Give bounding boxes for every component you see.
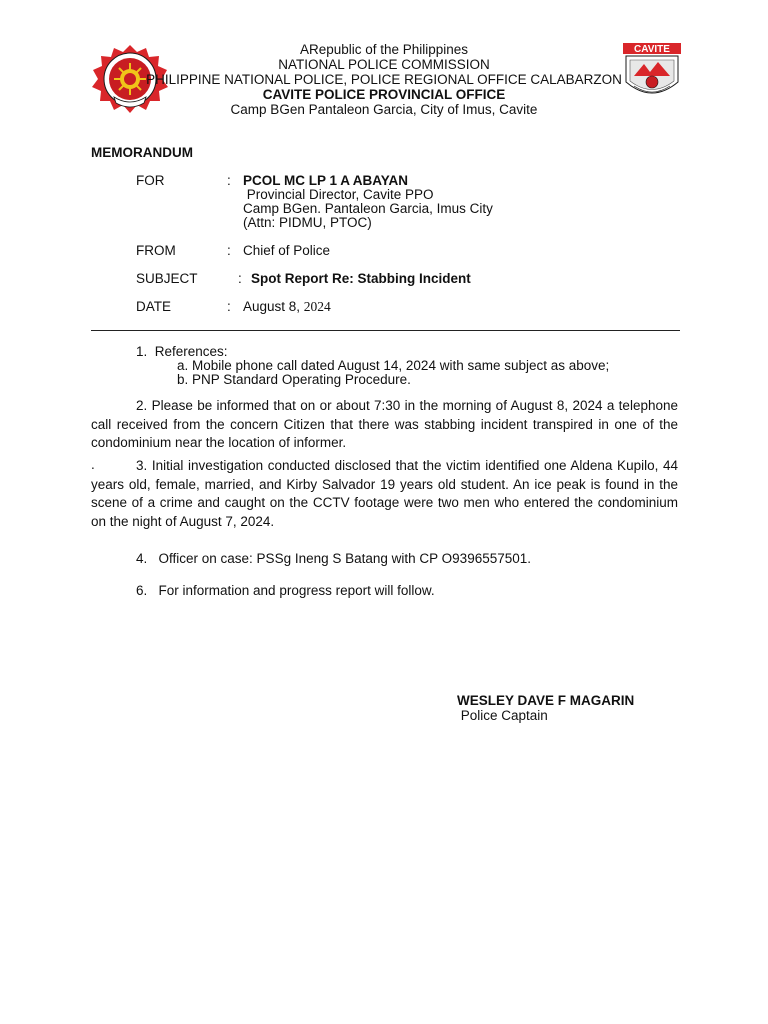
signatory-name: WESLEY DAVE F MAGARIN bbox=[457, 693, 635, 708]
from-separator: : bbox=[227, 243, 231, 258]
from-value: Chief of Police bbox=[243, 243, 331, 258]
date-value bbox=[243, 299, 331, 315]
signatory-rank: Police Captain bbox=[457, 708, 548, 723]
date-year: 2024 bbox=[303, 299, 331, 314]
item-6-closing: 6. For information and progress report will follow. bbox=[136, 583, 435, 598]
svg-text:CAVITE: CAVITE bbox=[634, 44, 670, 55]
reference-a: a. Mobile phone call dated August 14, 2024 with same subject as above; bbox=[177, 358, 610, 373]
subject-separator: : bbox=[238, 271, 242, 286]
header-address: Camp BGen Pantaleon Garcia, City of Imus, Cavite bbox=[230, 102, 538, 117]
reference-b: b. PNP Standard Operating Procedure. bbox=[177, 372, 411, 387]
memo-title: MEMORANDUM bbox=[91, 145, 193, 160]
paragraph-2: 2. Please be informed that on or about 7:30 in the morning of August 8, 2024 a telephone call received from the concern Citizen that there was stabbing incident transpired in one of the condominium near the location of informer. bbox=[91, 398, 678, 451]
header-office: CAVITE POLICE PROVINCIAL OFFICE bbox=[262, 87, 506, 102]
date-month-day: August 8, bbox=[243, 299, 304, 314]
paragraph-3: 3. Initial investigation conducted disclosed that the victim identified one Aldena Kupilo, 44 years old, female, married, and Kirby Salvador 19 years old student. An ice peak is found in the scene of a crime and caught on the CCTV footage were two men who entered the condominium on the night of August 7, 2024. bbox=[91, 458, 678, 529]
for-addressee-address: Camp BGen. Pantaleon Garcia, Imus City bbox=[243, 201, 493, 216]
date-separator: : bbox=[227, 299, 231, 314]
item-4-officer-on-case: 4. Officer on case: PSSg Ineng S Batang with CP O9396557501. bbox=[136, 551, 532, 566]
header-pnp-region: PHILIPPINE NATIONAL POLICE, POLICE REGIONAL OFFICE CALABARZON bbox=[146, 72, 622, 87]
for-addressee-name: PCOL MC LP 1 A ABAYAN bbox=[243, 173, 409, 188]
for-label: FOR bbox=[136, 173, 165, 188]
for-attention: (Attn: PIDMU, PTOC) bbox=[243, 215, 372, 230]
subject-label: SUBJECT bbox=[136, 271, 198, 286]
paragraph-3-dot: . bbox=[91, 457, 95, 472]
from-label: FROM bbox=[136, 243, 176, 258]
for-separator: : bbox=[227, 173, 231, 188]
date-label: DATE bbox=[136, 299, 172, 314]
for-addressee-title: Provincial Director, Cavite PPO bbox=[243, 187, 434, 202]
header-republic: ARepublic of the Philippines bbox=[299, 42, 469, 57]
header-napolcom: NATIONAL POLICE COMMISSION bbox=[278, 57, 490, 72]
header-divider bbox=[91, 330, 680, 331]
references-heading: 1. References: bbox=[136, 344, 228, 359]
subject-value: Spot Report Re: Stabbing Incident bbox=[251, 271, 471, 286]
